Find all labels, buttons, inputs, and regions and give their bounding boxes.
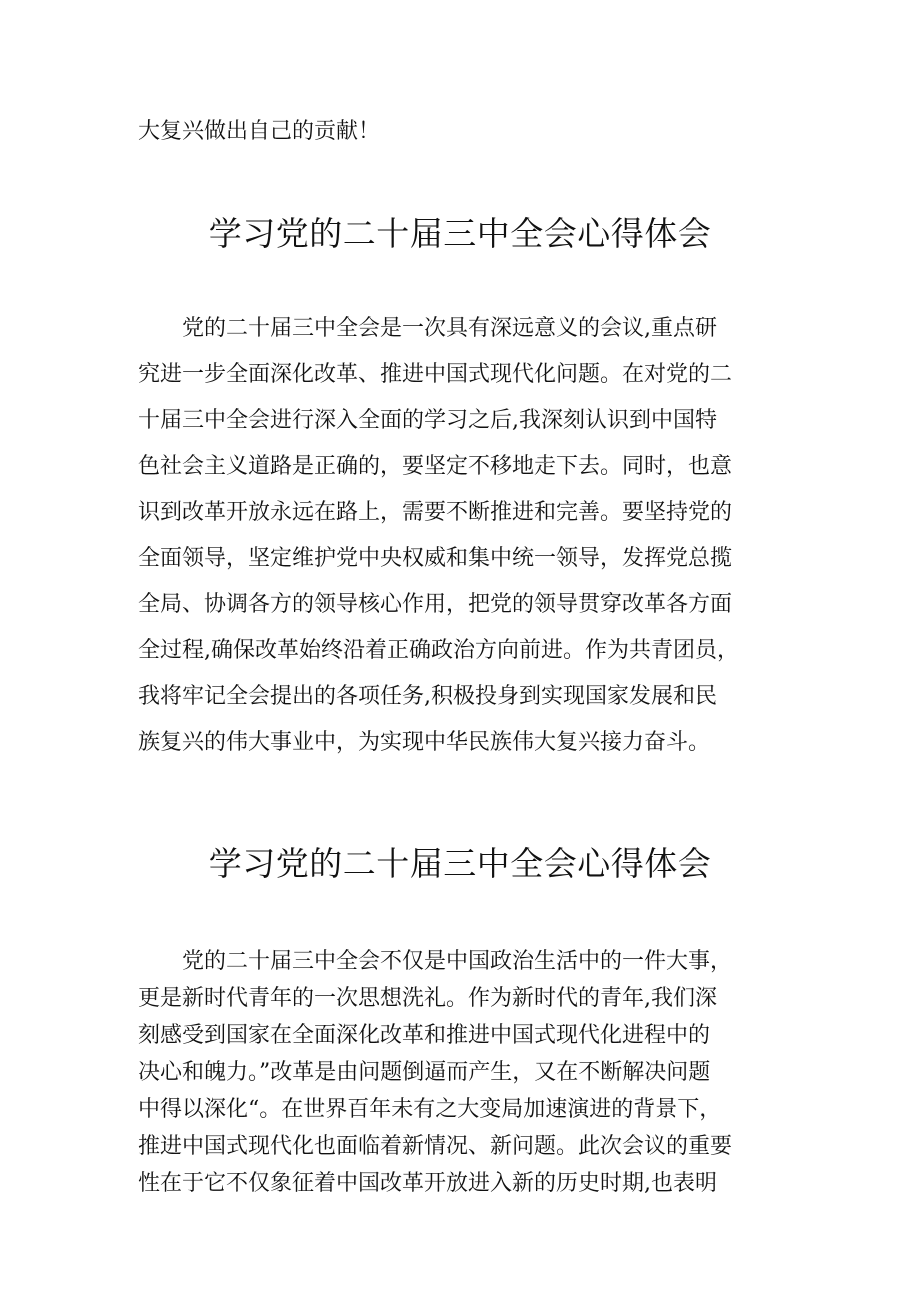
- intro-paragraph-tail: [138, 116, 798, 148]
- text-line: 究进一步全面深化改革、推进中国式现代化问题。在对党的二: [138, 362, 733, 387]
- text-line: 推进中国式现代化也面临着新情况、新问题。此次会议的重要: [138, 1134, 733, 1159]
- text-line: 全局、协调各方的领导核心作用，把党的领导贯穿改革各方面: [138, 592, 733, 617]
- text-line: 性在于它不仅象征着中国改革开放进入新的历史时期,也表明: [138, 1171, 717, 1196]
- text-line: 识到改革开放永远在路上，需要不断推进和完善。要坚持党的: [138, 500, 733, 525]
- section-paragraph: [138, 306, 798, 766]
- text-line: 党的二十届三中全会不仅是中国政治生活中的一件大事，: [182, 949, 733, 974]
- text-line: 全面领导，坚定维护党中央权威和集中统一领导，发挥党总揽: [138, 546, 733, 571]
- text-line: 中得以深化“。在世界百年未有之大变局加速演进的背景下，: [138, 1097, 722, 1122]
- text-line: 党的二十届三中全会是一次具有深远意义的会议,重点研: [182, 316, 717, 341]
- text-line: 我将牢记全会提出的各项任务,积极投身到实现国家发展和民: [138, 684, 717, 709]
- text-line: 更是新时代青年的一次思想洗礼。作为新时代的青年,我们深: [138, 986, 717, 1011]
- text-line: 决心和魄力。”改革是由问题倒逼而产生，又在不断解决问题: [138, 1060, 711, 1085]
- text-line: 色社会主义道路是正确的，要坚定不移地走下去。同时，也意: [138, 454, 733, 479]
- section-paragraph: [138, 943, 798, 1202]
- text-line: 大复兴做出自己的贡献！: [138, 119, 381, 144]
- text-line: 全过程,确保改革始终沿着正确政治方向前进。作为共青团员，: [138, 638, 739, 663]
- text-line: 族复兴的伟大事业中，为实现中华民族伟大复兴接力奋斗。: [138, 730, 711, 755]
- text-line: 十届三中全会进行深入全面的学习之后,我深刻认识到中国特: [138, 408, 717, 433]
- text-line: 刻感受到国家在全面深化改革和推进中国式现代化进程中的: [138, 1023, 711, 1048]
- section-title: 学习党的二十届三中全会心得体会: [208, 214, 712, 253]
- section-title: 学习党的二十届三中全会心得体会: [208, 844, 712, 883]
